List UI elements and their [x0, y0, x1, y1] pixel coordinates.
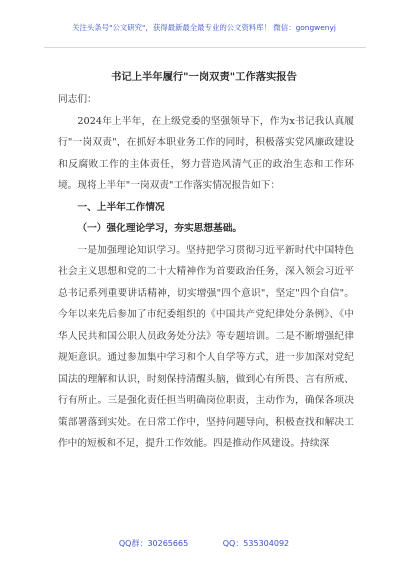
salutation: 同志们： — [58, 94, 97, 105]
document-body — [58, 89, 354, 455]
intro-paragraph: 2024年上半年，在上级党委的坚强领导下，作为x书记我认真履行"一岗双责"，在抓好本职业务工作的同时，积极落实党风廉政建设和反腐败工作的主体责任，努力营造风清气正的政治生态和工作环境。现将上半年"一岗双责"工作落实情况报告如下： — [58, 115, 354, 191]
body-paragraph: 一是加强理论知识学习。坚持把学习贯彻习近平新时代中国特色社会主义思想和党的二十大精神作为首要政治任务，深入领会习近平总书记系列重要讲话精神，切实增强"四个意识"，坚定"四个自信"。今年以来先后参加了市纪委组织的《中国共产党纪律处分条例》、《中华人民共和国公职人员政务处分法》等专题培训。二是不断增强纪律规矩意识。通过参加集中学习和个人自学等方式，进一步加深对党纪国法的理解和认识，时刻保持清醒头脑，做到心有所畏、言有所戒、行有所止。三是强化责任担当明确岗位职责，主动作为，确保各项决策部署落到实处。在日常工作中，坚持问题导向，积极查找和解决工作中的短板和不足，提升工作效能。四是推动作风建设。持续深 — [58, 244, 354, 449]
footer — [0, 538, 408, 549]
section-heading: 一、上半年工作情况 — [77, 201, 165, 213]
footer-qq-group: QQ群：30265665 — [118, 539, 189, 548]
header-banner: 关注头条号"公文研究"，获得最新最全最专业的公文资料库！ 微信：gongwenyj — [72, 23, 336, 32]
header-divider — [44, 47, 366, 48]
document-title: 书记上半年履行"一岗双责"工作落实报告 — [111, 71, 297, 83]
subsection-heading: （一）强化理论学习，夯实思想基础。 — [77, 223, 243, 234]
footer-qq: QQ：535304092 — [222, 539, 290, 548]
